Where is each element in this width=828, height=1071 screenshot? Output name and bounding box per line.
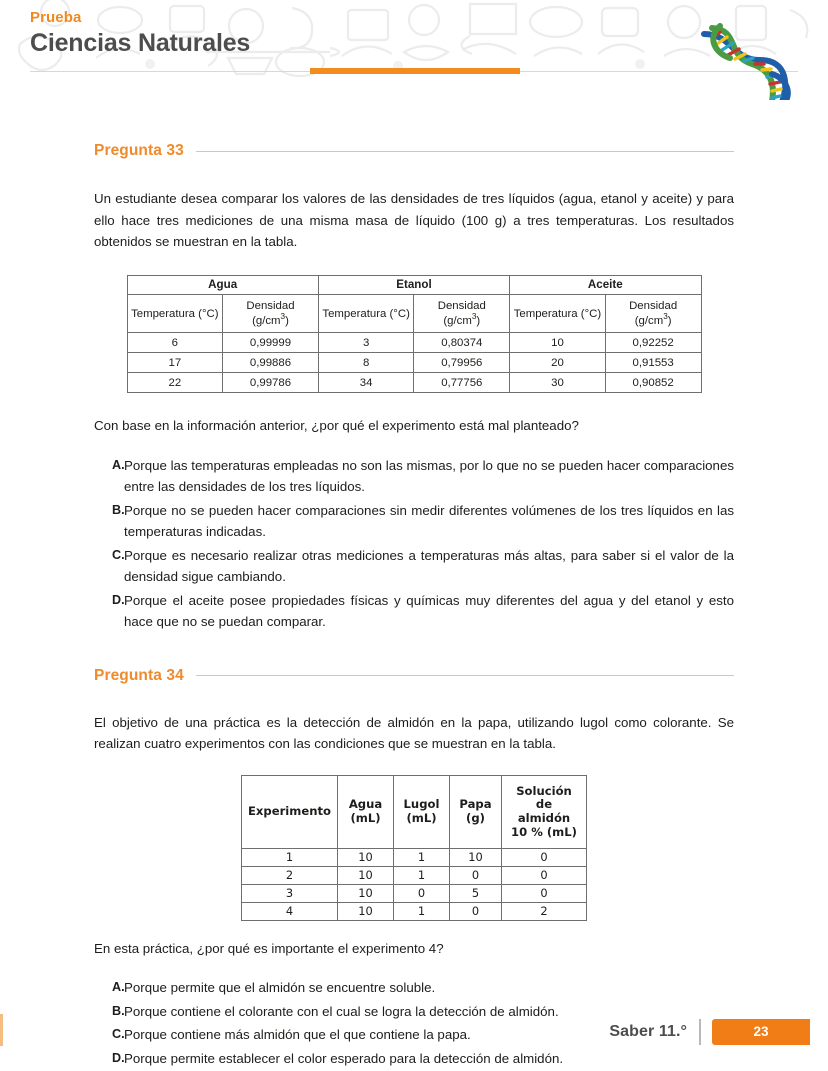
table-row [242, 849, 587, 867]
option-b[interactable] [94, 500, 734, 543]
option-c-text: Porque es necesario realizar otras mediciones a temperaturas más altas, para saber si el valor de la densidad sigue cambiando. [124, 547, 734, 585]
dens-unit-sup-2: 3 [471, 312, 477, 322]
dens-unit-2b: ) [476, 314, 481, 327]
header-papa-line1: Papa [459, 797, 492, 812]
header-experimento: Experimento [242, 776, 338, 849]
table-row [127, 333, 701, 353]
question-33-heading-rule [196, 151, 734, 152]
cell: 2 [242, 867, 338, 885]
content-column [94, 100, 734, 1069]
header-sol-line3: almidón [517, 811, 571, 825]
dens-label-2: Densidad [437, 300, 486, 313]
footer-divider [699, 1019, 701, 1045]
header-agua-line1: Agua [348, 797, 383, 812]
dna-helix-icon [686, 20, 806, 100]
cell: 0,91553 [605, 353, 701, 373]
cell: 0 [502, 867, 587, 885]
cell: 17 [127, 353, 223, 373]
header-lugol-line1: Lugol [403, 797, 440, 812]
density-subheader-temp-agua: Temperatura (°C) [127, 295, 223, 333]
cell: 1 [394, 849, 450, 867]
question-33-label: Pregunta 33 [94, 142, 184, 159]
dens-unit-3a: (g/cm [634, 314, 664, 327]
option-d-text: Porque el aceite posee propiedades físicas y químicas muy diferentes del agua y del etanol y esto hace que no se puedan comparar. [124, 592, 734, 630]
cell: 0,99999 [223, 333, 319, 353]
option-b-letter: B. [112, 502, 125, 517]
header-titles [30, 10, 250, 57]
header-sol-line2: de [535, 797, 553, 812]
density-group-aceite: Aceite [510, 275, 701, 295]
dens-unit-2a: (g/cm [443, 314, 472, 327]
option-a-letter: A. [112, 980, 125, 995]
cell: 0,99786 [223, 373, 319, 393]
question-33-heading [94, 142, 734, 160]
cell: 30 [510, 373, 606, 393]
option-d-letter: D. [112, 592, 125, 607]
cell: 0,92252 [605, 333, 701, 353]
dens-unit-sup-3: 3 [663, 312, 668, 322]
cell: 0 [394, 885, 450, 903]
header-agua-line2: (mL) [350, 811, 381, 825]
dens-unit-1b: ) [285, 314, 289, 327]
option-b-text: Porque contiene el colorante con el cual se logra la detección de almidón. [124, 1003, 559, 1019]
header-agua [338, 776, 394, 849]
cell: 20 [510, 353, 606, 373]
cell: 4 [242, 903, 338, 921]
cell: 1 [242, 849, 338, 867]
header-papa [450, 776, 502, 849]
density-table-group-row [127, 275, 701, 295]
cell: 6 [127, 333, 223, 353]
cell: 2 [502, 903, 587, 921]
header-papa-line2: (g) [466, 811, 485, 825]
cell: 0,90852 [605, 373, 701, 393]
page-title: Ciencias Naturales [30, 28, 251, 57]
option-a[interactable] [94, 455, 734, 498]
cell: 0 [502, 885, 587, 903]
question-34-heading [94, 667, 734, 685]
page-footer [0, 1011, 828, 1071]
header-solucion-almidon [502, 776, 587, 849]
cell: 34 [318, 373, 414, 393]
header-accent-bar [310, 68, 520, 74]
dens-unit-1a: (g/cm [252, 314, 281, 327]
header-kicker: Prueba [30, 9, 82, 26]
header-sol-line4: 10 % (mL) [511, 824, 577, 839]
option-d-text: Porque permite establecer el color esperado para la detección de almidón. [124, 1050, 564, 1066]
question-34-prompt: En esta práctica, ¿por qué es importante el experimento 4? [94, 941, 444, 956]
page-number-badge: 23 [712, 1019, 810, 1045]
cell: 0,79956 [414, 353, 510, 373]
option-b-letter: B. [112, 1003, 125, 1018]
question-33-options [94, 455, 734, 633]
table-row [127, 353, 701, 373]
cell: 0 [450, 903, 502, 921]
dens-unit-sup-1: 3 [280, 312, 286, 322]
page-body [0, 100, 828, 1071]
table-row [242, 885, 587, 903]
option-a-text: Porque permite que el almidón se encuentre soluble. [124, 980, 436, 996]
option-c[interactable] [94, 545, 734, 588]
cell: 0,99886 [223, 353, 319, 373]
cell: 10 [338, 885, 394, 903]
cell: 10 [450, 849, 502, 867]
dens-unit-3b: ) [667, 314, 672, 327]
dens-label-3: Densidad [629, 300, 678, 313]
cell: 3 [318, 333, 414, 353]
cell: 0 [502, 849, 587, 867]
question-33-prompt: Con base en la información anterior, ¿por qué el experimento está mal planteado? [94, 418, 579, 434]
cell: 10 [338, 903, 394, 921]
option-d-letter: D. [112, 1050, 125, 1065]
question-34-heading-rule [196, 675, 734, 676]
option-a[interactable] [94, 977, 734, 999]
cell: 1 [394, 867, 450, 885]
experiments-table-wrapper [94, 775, 734, 921]
page-header [0, 0, 828, 100]
cell: 3 [242, 885, 338, 903]
cell: 10 [510, 333, 606, 353]
footer-label: Saber 11.° [609, 1023, 687, 1040]
dens-label-1: Densidad [246, 300, 295, 313]
experiments-table-header-row [242, 776, 587, 849]
header-lugol-line2: (mL) [406, 811, 437, 825]
density-subheader-temp-etanol: Temperatura (°C) [318, 295, 414, 333]
footer-content [609, 1019, 810, 1045]
question-34-label: Pregunta 34 [94, 666, 184, 684]
option-a-text: Porque las temperaturas empleadas no son las mismas, por lo que no se pueden hacer comparaciones entre las densidades de los tres líquidos. [124, 457, 734, 495]
header-sol-line1: Solución [516, 783, 572, 798]
option-c-letter: C. [112, 547, 125, 562]
table-row [242, 903, 587, 921]
option-d[interactable] [94, 590, 734, 633]
table-row [242, 867, 587, 885]
density-subheader-dens-agua [223, 295, 319, 333]
density-table-wrapper [94, 275, 734, 394]
cell: 10 [338, 849, 394, 867]
option-c-letter: C. [112, 1027, 125, 1042]
density-table-subheader-row [127, 295, 701, 333]
option-c-text: Porque contiene más almidón que el que contiene la papa. [124, 1027, 471, 1043]
density-subheader-dens-aceite [605, 295, 701, 333]
table-row [127, 373, 701, 393]
question-33-stem: Un estudiante desea comparar los valores de las densidades de tres líquidos (agua, etanol y aceite) y para ello hace tres mediciones de una misma masa de líquido (100 g) a tres temperaturas. Los resultados obtenidos se muestran en la tabla. [94, 191, 734, 250]
density-table [127, 275, 702, 394]
cell: 5 [450, 885, 502, 903]
experiments-table [241, 775, 587, 921]
density-subheader-temp-aceite: Temperatura (°C) [510, 295, 606, 333]
question-34-stem: El objetivo de una práctica es la detección de almidón en la papa, utilizando lugol como colorante. Se realizan cuatro experimentos con las condiciones que se muestran en la tabla. [94, 714, 734, 752]
cell: 1 [394, 903, 450, 921]
option-b-text: Porque no se pueden hacer comparaciones sin medir diferentes volúmenes de los tres líquidos en las temperaturas indicadas. [124, 502, 734, 540]
density-group-etanol: Etanol [318, 275, 509, 295]
cell: 8 [318, 353, 414, 373]
cell: 0,80374 [414, 333, 510, 353]
density-group-agua: Agua [127, 275, 318, 295]
option-a-letter: A. [112, 457, 125, 472]
cell: 0 [450, 867, 502, 885]
cell: 0,77756 [414, 373, 510, 393]
cell: 22 [127, 373, 223, 393]
density-subheader-dens-etanol [414, 295, 510, 333]
cell: 10 [338, 867, 394, 885]
header-lugol [394, 776, 450, 849]
